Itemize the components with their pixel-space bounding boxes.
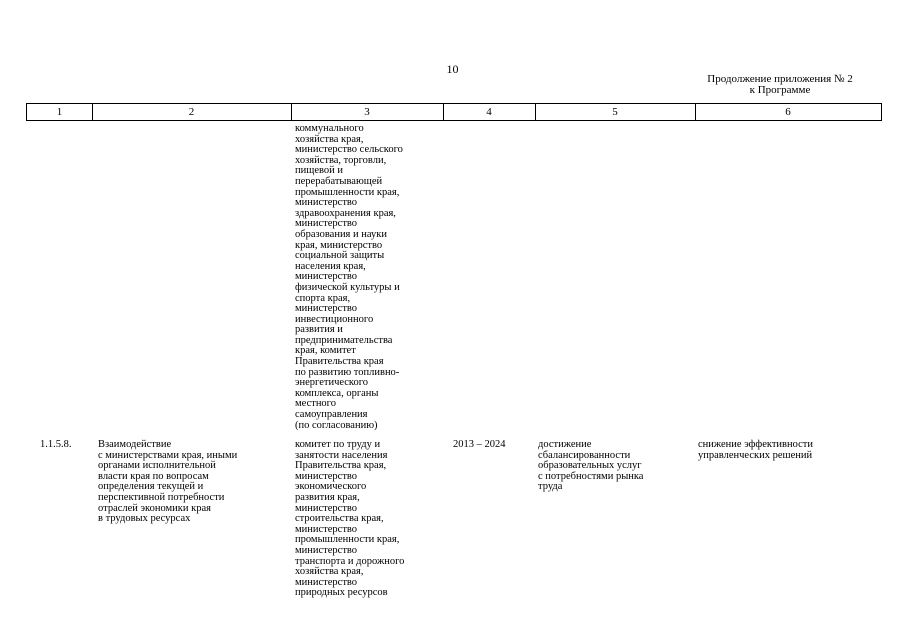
table-header-row: [26, 103, 882, 121]
expected-result: достижение сбалансированности образовательных услуг с потребностями рынка труда: [538, 439, 644, 493]
activity-name: Взаимодействие с министерствами края, иными органами исполнительной власти края по вопросам определения текущей и перспективной потребности отраслей экономики края в трудовых ресурсах: [98, 439, 238, 525]
column-header-6: 6: [785, 106, 791, 118]
executors-text: комитет по труду и занятости населения Правительства края, министерство экономического развития края, министерство строительства края, министерство промышленности края, министерство транспорта и дорожного хозяйства края, министерство природных ресурсов: [295, 439, 405, 599]
implementation-period: 2013 – 2024: [453, 439, 506, 450]
non-implementation-consequences: снижение эффективности управленческих решений: [698, 439, 813, 461]
appendix-line-2: к Программе: [749, 84, 811, 96]
column-header-3: 3: [364, 106, 370, 118]
column-header-5: 5: [612, 106, 618, 118]
continued-executors-text: коммунального хозяйства края, министерство сельского хозяйства, торговли, пищевой и перерабатывающей промышленности края, министерство здравоохранения края, министерство образования и науки края, министерство социальной защиты населения края, министерство физической культуры и спорта края, министерство инвестиционного развития и предпринимательства края, комитет Правительства края по развитию топливно- энергетического комплекса, органы местного самоуправления (по согласованию): [295, 123, 403, 431]
column-header-2: 2: [188, 106, 195, 118]
page-number: 10: [446, 62, 459, 76]
row-number: 1.1.5.8.: [40, 439, 72, 450]
appendix-line-1: Продолжение приложения № 2: [707, 73, 853, 85]
appendix-note: [678, 74, 882, 96]
column-header-1: 1: [56, 106, 63, 118]
column-header-4: 4: [486, 106, 492, 118]
